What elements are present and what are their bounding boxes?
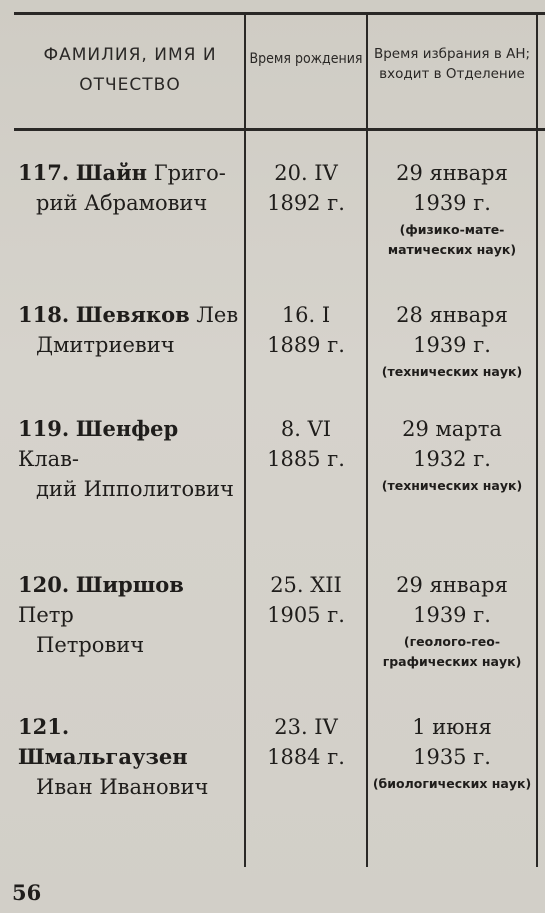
election-info (370, 414, 534, 496)
table-header-rule (14, 128, 545, 131)
department: (геолого-гео-графических наук) (382, 634, 522, 669)
table-top-rule (14, 12, 545, 15)
header-election-column: Время избрания в АН; входит в Отделение (373, 46, 531, 82)
entry-number: 118. (18, 302, 70, 327)
page-number: 56 (12, 880, 42, 905)
election-date: 28 января (396, 303, 508, 327)
patronymic: Иван Иванович (36, 775, 209, 799)
given-name-part: Петр (18, 603, 74, 627)
election-info (370, 158, 534, 260)
election-date: 29 марта (402, 417, 502, 441)
birth-date (250, 570, 362, 630)
election-year: 1939 г. (413, 191, 491, 215)
patronymic: Петрович (36, 633, 145, 657)
birth-day-month: 25. XII (270, 573, 342, 597)
election-year: 1939 г. (413, 603, 491, 627)
birth-date (250, 414, 362, 474)
birth-year: 1884 г. (267, 745, 345, 769)
header-name-column: ФАМИЛИЯ, ИМЯ И ОТЧЕСТВО (43, 45, 217, 95)
patronymic: рий Абрамович (36, 191, 208, 215)
election-year: 1939 г. (413, 333, 491, 357)
given-name-part: Григо- (153, 161, 226, 185)
birth-date (250, 712, 362, 772)
entry-number: 119. (18, 416, 70, 441)
birth-date (250, 300, 362, 360)
member-name (18, 414, 244, 504)
election-date: 1 июня (412, 715, 492, 739)
election-year: 1932 г. (413, 447, 491, 471)
member-name (18, 300, 244, 360)
department: (технических наук) (381, 478, 523, 493)
birth-date (250, 158, 362, 218)
birth-day-month: 8. VI (280, 417, 332, 441)
patronymic: Дмитриевич (36, 333, 175, 357)
birth-year: 1889 г. (267, 333, 345, 357)
election-info (370, 570, 534, 672)
election-year: 1935 г. (413, 745, 491, 769)
patronymic: дий Ипполитович (36, 477, 234, 501)
surname: Ширшов (75, 572, 184, 597)
column-divider-3 (536, 12, 538, 867)
surname: Шевяков (75, 302, 190, 327)
entry-number: 121. (18, 714, 70, 739)
birth-day-month: 20. IV (274, 161, 338, 185)
election-info (370, 300, 534, 382)
election-date: 29 января (396, 161, 508, 185)
given-name-part: Клав- (18, 447, 80, 471)
birth-year: 1885 г. (267, 447, 345, 471)
entry-number: 120. (18, 572, 70, 597)
birth-day-month: 16. I (281, 303, 331, 327)
department: (физико-мате-матических наук) (387, 222, 517, 257)
election-date: 29 января (396, 573, 508, 597)
member-name (18, 158, 244, 218)
surname: Шмальгаузен (18, 744, 188, 769)
birth-year: 1905 г. (267, 603, 345, 627)
column-divider-1 (244, 12, 246, 867)
birth-year: 1892 г. (267, 191, 345, 215)
column-divider-2 (366, 12, 368, 867)
birth-day-month: 23. IV (274, 715, 338, 739)
surname: Шайн (75, 160, 148, 185)
election-info (370, 712, 534, 794)
header-birth-column: Время рождения (249, 51, 363, 67)
member-name (18, 712, 244, 802)
department: (биологических наук) (372, 776, 532, 791)
member-name (18, 570, 244, 660)
surname: Шенфер (75, 416, 179, 441)
entry-number: 117. (18, 160, 70, 185)
department: (технических наук) (381, 364, 523, 379)
given-name-part: Лев (196, 303, 239, 327)
